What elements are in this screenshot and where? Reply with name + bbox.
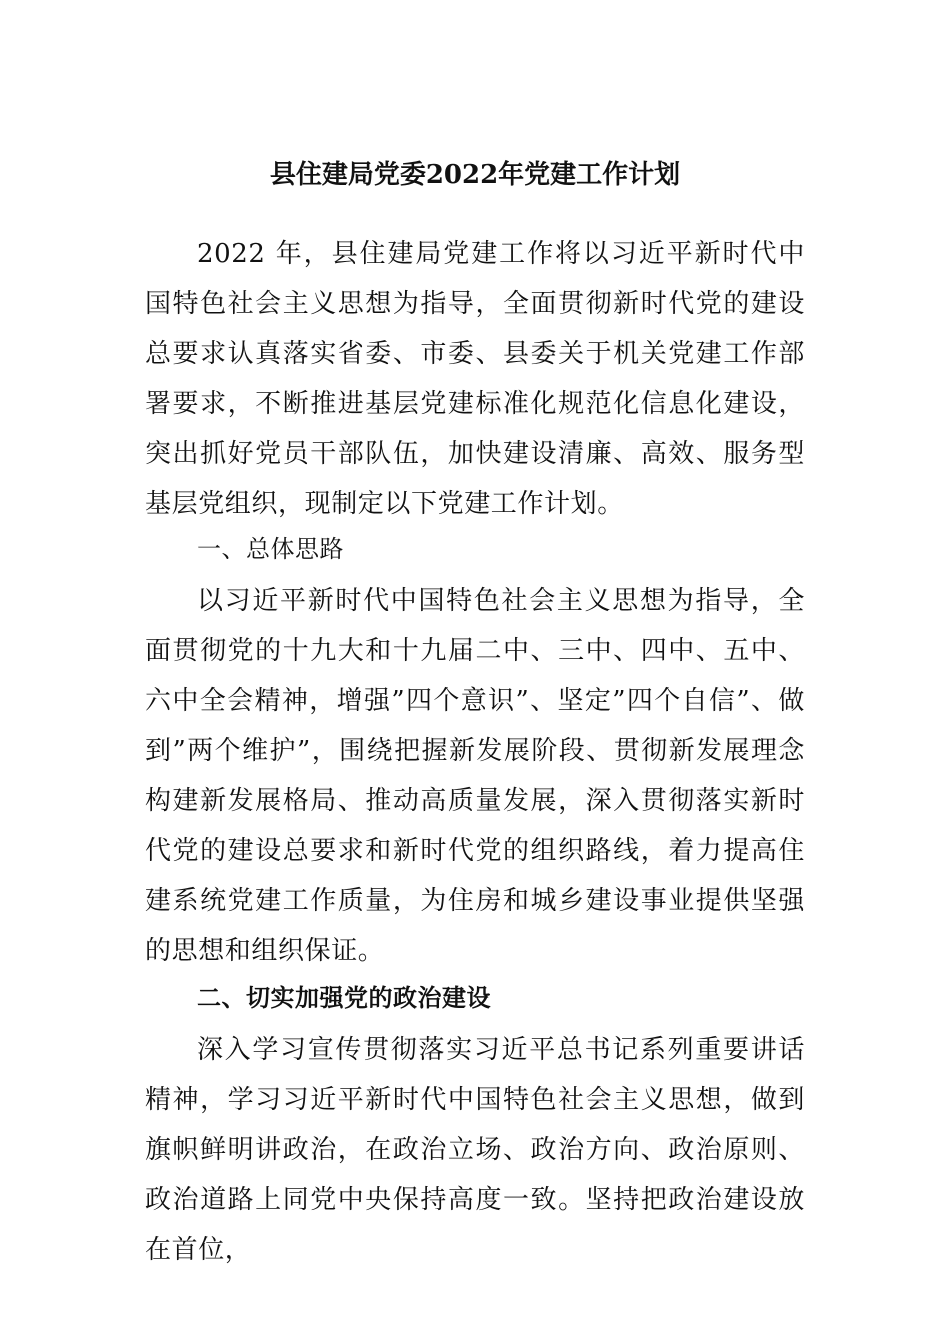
- intro-paragraph: 2022 年，县住建局党建工作将以习近平新时代中国特色社会主义思想为指导，全面贯彻新时代党的建设总要求认真落实省委、市委、县委关于机关党建工作部署要求，不断推进基层党建标准化规范化信息化建设，突出抓好党员干部队伍，加快建设清廉、高效、服务型基层党组织，现制定以下党建工作计划。: [145, 239, 805, 519]
- section-heading-political-construction: 二、切实加强党的政治建设: [197, 984, 491, 1012]
- document-title: 县住建局党委2022年党建工作计划: [269, 160, 681, 190]
- section-paragraph-overall-approach: 以习近平新时代中国特色社会主义思想为指导，全面贯彻党的十九大和十九届二中、三中、四中、五中、六中全会精神，增强”四个意识”、坚定”四个自信”、做到”两个维护”，围绕把握新发展阶段、贯彻新发展理念构建新发展格局、推动高质量发展，深入贯彻落实新时代党的建设总要求和新时代党的组织路线，着力提高住建系统党建工作质量，为住房和城乡建设事业提供坚强的思想和组织保证。: [145, 586, 805, 966]
- section-paragraph-political-construction: 深入学习宣传贯彻落实习近平总书记系列重要讲话精神，学习习近平新时代中国特色社会主义思想，做到旗帜鲜明讲政治，在政治立场、政治方向、政治原则、政治道路上同党中央保持高度一致。坚持把政治建设放在首位，: [145, 1035, 805, 1265]
- section-heading-overall-approach: 一、总体思路: [197, 535, 344, 563]
